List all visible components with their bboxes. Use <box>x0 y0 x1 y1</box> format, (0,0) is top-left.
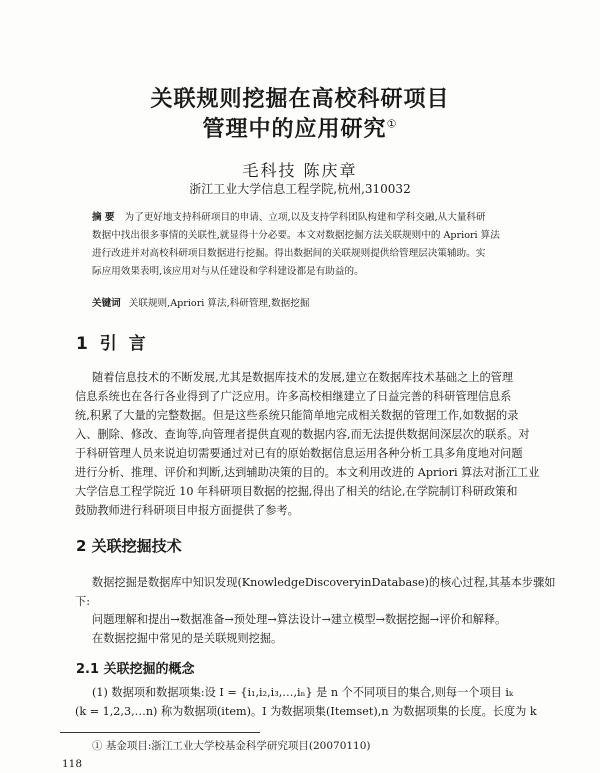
abstract-line-3: 进行改进并对高校科研项目数据进行挖掘。得出数据间的关联规则提供给管理层决策辅助。实 <box>92 248 486 259</box>
keywords-text: 关联规则,Apriori 算法,科研管理,数据挖掘 <box>128 298 310 309</box>
abstract-line-1 <box>92 209 486 227</box>
section-2-line-4: 在数据挖掘中常见的是关联规则挖掘。 <box>92 632 283 645</box>
section-2-line-3: 问题理解和提出→数据准备→预处理→算法设计→建立模型→数据挖掘→评价和解释。 <box>92 613 507 626</box>
affiliation: 浙江工业大学信息工程学院,杭州,310032 <box>189 182 411 196</box>
keywords <box>92 295 309 313</box>
paper-title-line-2-text: 管理中的应用研究 <box>202 117 387 142</box>
paper-title-line-1: 关联规则挖掘在高校科研项目 <box>150 87 450 112</box>
section-1-line-8: 鼓励教师进行科研项目申报方面提供了参考。 <box>75 504 299 517</box>
section-1-line-7: 大学信息工程学院近 10 年科研项目数据的挖掘,得出了相关的结论,在学院制订科研政策和 <box>75 485 518 498</box>
section-2-1-line-1: (1) 数据项和数据项集:设 I = {i₁,i₂,i₃,…,iₙ} 是 n 个不同项目的集合,则每一个项目 iₖ <box>92 686 514 699</box>
section-2-1-heading: 2.1 关联挖掘的概念 <box>76 662 195 677</box>
keywords-label: 关键词 <box>92 298 121 309</box>
title-footnote-mark: ① <box>386 117 398 131</box>
section-1-line-2: 信息系统也在各行各业得到了广泛应用。许多高校相继建立了日益完善的科研管理信息系 <box>75 390 512 403</box>
abstract-line-2: 数据中找出很多事情的关联性,就显得十分必要。本文对数据挖掘方法关联规则中的 Apriori 算法 <box>92 230 500 241</box>
section-2-heading: 2 关联挖掘技术 <box>76 537 182 555</box>
footnote-rule <box>60 732 260 733</box>
page-number: 118 <box>62 758 83 770</box>
section-1-line-3: 统,积累了大量的完整数据。但是这些系统只能简单地完成相关数据的管理工作,如数据的录 <box>75 409 519 422</box>
section-1-line-5: 于科研管理人员来说迫切需要通过对已有的原始数据信息运用各种分析工具多角度地对问题 <box>75 447 523 460</box>
footnote: ① 基金项目:浙江工业大学校基金科学研究项目(20070110) <box>92 740 371 752</box>
section-2-line-1: 数据挖掘是数据库中知识发现(KnowledgeDiscoveryinDatabase)的核心过程,其基本步骤如 <box>92 576 556 589</box>
abstract-line-4: 际应用效果表明,该应用对与从任建设和学科建设都是有助益的。 <box>92 266 364 277</box>
section-1-line-1: 随着信息技术的不断发展,尤其是数据库技术的发展,建立在数据库技术基础之上的管理 <box>92 371 514 384</box>
paper-title-line-2 <box>0 112 600 143</box>
section-1-line-6: 进行分析、推理、评价和判断,达到辅助决策的目的。本文利用改进的 Apriori 算法对浙江工业 <box>75 466 540 479</box>
section-2-1-line-2: (k = 1,2,3,…n) 称为数据项(item)。I 为数据项集(Itemset),n 为数据项集的长度。长度为 k <box>75 705 537 718</box>
section-1-line-4: 入、删除、修改、查询等,向管理者提供直观的数据内容,而无法提供数据间深层次的联系。对 <box>75 428 530 441</box>
abstract-text-1: 为了更好地支持科研项目的申请、立项,以及支持学科团队构建和学科交融,从大量科研 <box>124 212 486 223</box>
abstract-label: 摘 要 <box>92 212 115 223</box>
authors: 毛科技 陈庆章 <box>242 161 358 180</box>
section-2-line-2: 下: <box>75 595 90 608</box>
section-1-heading: 1 引 言 <box>76 334 149 354</box>
